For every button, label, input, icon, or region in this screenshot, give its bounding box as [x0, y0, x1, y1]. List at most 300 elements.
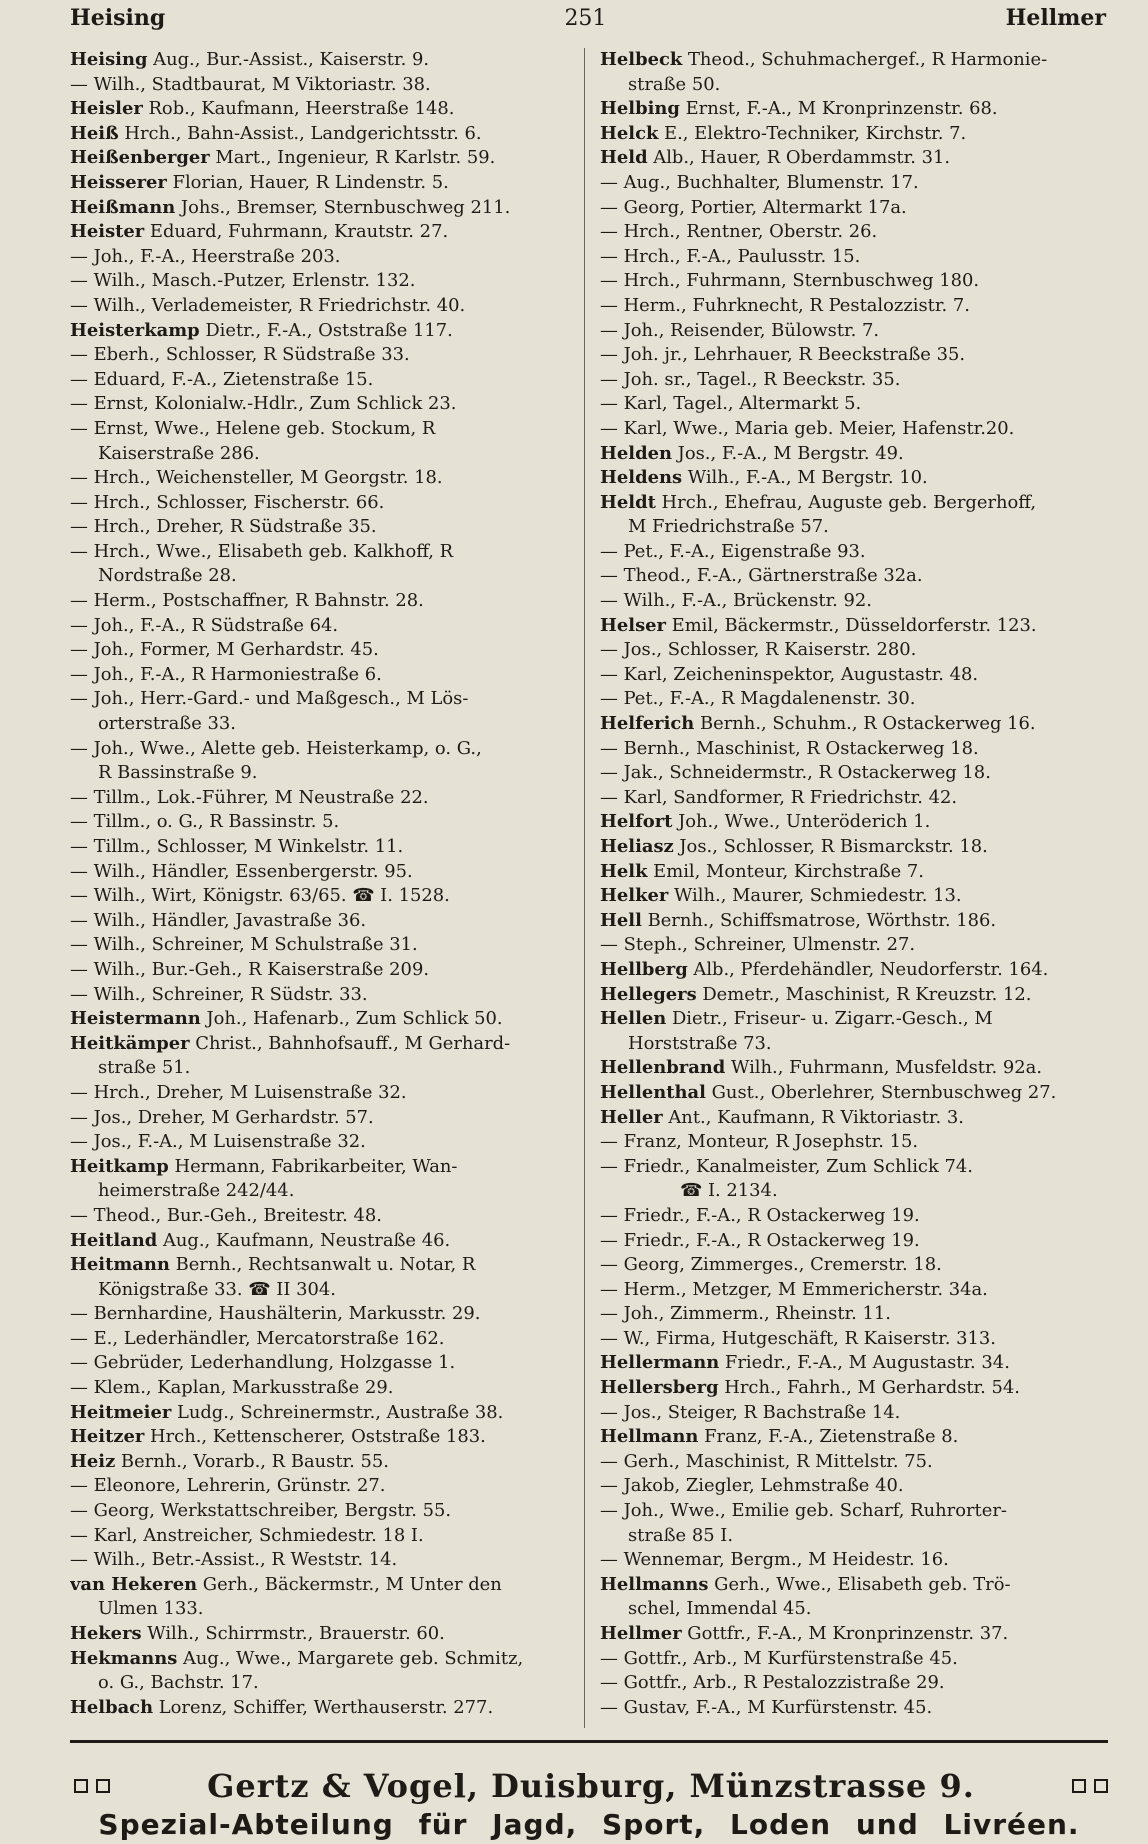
- ornament-right: [1072, 1779, 1108, 1793]
- entry-details: Alb., Pferdehändler, Neudorferstr. 164.: [687, 958, 1049, 980]
- directory-entry: [70, 269, 573, 294]
- entry-details: Königstraße 33. ☎ II 304.: [98, 1278, 336, 1300]
- entry-details: — Jos., Dreher, M Gerhardstr. 57.: [70, 1106, 374, 1128]
- directory-entry: [600, 1597, 1104, 1622]
- directory-entry: [600, 1179, 1104, 1204]
- entry-details: — Theod., F.-A., Gärtnerstraße 32a.: [600, 565, 923, 587]
- directory-entry: [70, 1671, 573, 1696]
- entry-details: — Ernst, Wwe., Helene geb. Stockum, R: [70, 417, 436, 439]
- directory-entry: [600, 835, 1104, 860]
- entry-details: Franz, F.-A., Zietenstraße 8.: [698, 1426, 959, 1448]
- directory-entry: [600, 1056, 1104, 1081]
- entry-details: — Joh., Reisender, Bülowstr. 7.: [600, 319, 880, 341]
- entry-surname: Heister: [70, 221, 145, 243]
- directory-entry: [70, 171, 573, 196]
- directory-entry: [600, 1155, 1104, 1180]
- entry-details: Lorenz, Schiffer, Werthauserstr. 277.: [153, 1696, 494, 1718]
- entry-details: — Franz, Monteur, R Josephstr. 15.: [600, 1131, 919, 1153]
- entry-details: Jos., F.-A., M Bergstr. 49.: [671, 442, 904, 464]
- entry-surname: Hellberg: [600, 958, 688, 980]
- entry-surname: Heisserer: [70, 171, 167, 193]
- entry-surname: Hellmer: [600, 1623, 682, 1644]
- entry-surname: Hellenthal: [600, 1081, 706, 1103]
- entry-details: — Hrch., Dreher, M Luisenstraße 32.: [70, 1081, 407, 1103]
- directory-entry: [600, 245, 1104, 270]
- entry-details: Johs., Bremser, Sternbuschweg 211.: [175, 196, 511, 218]
- directory-entry: [70, 245, 573, 270]
- entry-surname: Helden: [600, 442, 672, 464]
- entry-details: — Gebrüder, Lederhandlung, Holzgasse 1.: [70, 1352, 456, 1374]
- directory-entry: [600, 1278, 1104, 1303]
- entry-details: — Karl, Wwe., Maria geb. Meier, Hafenstr.20.: [600, 417, 1015, 439]
- directory-entry: [600, 1229, 1104, 1254]
- entry-surname: Heitmeier: [70, 1401, 172, 1423]
- directory-entry: [600, 1253, 1104, 1278]
- directory-entry: [600, 1696, 1104, 1721]
- directory-entry: [600, 1032, 1104, 1057]
- entry-details: — Friedr., F.-A., R Ostackerweg 19.: [600, 1229, 920, 1251]
- entry-details: — Joh., Zimmerm., Rheinstr. 11.: [600, 1303, 891, 1325]
- entry-details: Ant., Kaufmann, R Viktoriastr. 3.: [662, 1106, 964, 1128]
- directory-entry: [70, 1081, 573, 1106]
- entry-details: — Hrch., Rentner, Oberstr. 26.: [600, 221, 878, 243]
- entry-surname: Heitmann: [70, 1254, 170, 1276]
- directory-entry: [70, 196, 573, 221]
- entry-details: — Herm., Postschaffner, R Bahnstr. 28.: [70, 590, 424, 612]
- directory-entry: [600, 1450, 1104, 1475]
- entry-details: straße 85 I.: [628, 1524, 734, 1546]
- directory-entry: [600, 1081, 1104, 1106]
- entry-surname: Hellenbrand: [600, 1057, 726, 1079]
- directory-columns: [70, 48, 1104, 1730]
- directory-entry: [600, 540, 1104, 565]
- entry-surname: Helker: [600, 885, 669, 907]
- directory-entry: [70, 884, 573, 909]
- directory-entry: [600, 983, 1104, 1008]
- column-divider: [584, 48, 585, 1728]
- directory-entry: [70, 1179, 573, 1204]
- entry-surname: Heller: [600, 1106, 663, 1128]
- directory-entry: [70, 540, 573, 565]
- entry-surname: Helck: [600, 122, 659, 144]
- entry-surname: Hellen: [600, 1008, 667, 1030]
- entry-details: Aug., Kaufmann, Neustraße 46.: [157, 1229, 451, 1251]
- directory-entry: [600, 1622, 1104, 1647]
- entry-details: — Eleonore, Lehrerin, Grünstr. 27.: [70, 1475, 386, 1497]
- directory-entry: [70, 417, 573, 442]
- entry-details: — Klem., Kaplan, Markusstraße 29.: [70, 1377, 394, 1399]
- directory-entry: [600, 1106, 1104, 1131]
- directory-entry: [70, 1056, 573, 1081]
- directory-entry: [600, 761, 1104, 786]
- entry-details: — Wilh., Masch.-Putzer, Erlenstr. 132.: [70, 270, 416, 292]
- entry-details: — Pet., F.-A., R Magdalenenstr. 30.: [600, 688, 916, 710]
- entry-details: Bernh., Rechtsanwalt u. Notar, R: [169, 1254, 476, 1276]
- entry-details: — Karl, Sandformer, R Friedrichstr. 42.: [600, 786, 958, 808]
- directory-entry: [600, 269, 1104, 294]
- entry-details: — Joh. jr., Lehrhauer, R Beeckstraße 35.: [600, 344, 966, 366]
- entry-details: — Jos., Schlosser, R Kaiserstr. 280.: [600, 639, 917, 661]
- directory-entry: [600, 368, 1104, 393]
- entry-details: Gerh., Wwe., Elisabeth geb. Trö-: [708, 1573, 1011, 1595]
- entry-details: Hermann, Fabrikarbeiter, Wan-: [168, 1155, 458, 1177]
- entry-details: — Karl, Anstreicher, Schmiedestr. 18 I.: [70, 1524, 424, 1546]
- entry-details: Hrch., Bahn-Assist., Landgerichtsstr. 6.: [118, 122, 482, 144]
- entry-details: — Wilh., Stadtbaurat, M Viktoriastr. 38.: [70, 73, 431, 95]
- directory-entry: [70, 220, 573, 245]
- entry-details: Jos., Schlosser, R Bismarckstr. 18.: [673, 836, 988, 857]
- directory-entry: [70, 1376, 573, 1401]
- entry-details: Gerh., Bäckermstr., M Unter den: [197, 1573, 502, 1595]
- directory-entry: [70, 638, 573, 663]
- square-ornament-icon: [1094, 1779, 1108, 1793]
- directory-entry: [70, 1130, 573, 1155]
- entry-surname: Hellmanns: [600, 1573, 709, 1595]
- directory-entry: [70, 491, 573, 516]
- page-header: [70, 2, 1106, 34]
- entry-surname: Helbach: [70, 1696, 154, 1718]
- directory-entry: [600, 786, 1104, 811]
- directory-entry: [70, 687, 573, 712]
- advertisement-title: Gertz & Vogel, Duisburg, Münzstrasse 9.: [207, 1767, 975, 1805]
- directory-entry: [600, 1007, 1104, 1032]
- entry-details: Emil, Bäckermstr., Düsseldorferstr. 123.: [665, 614, 1037, 636]
- entry-details: — Eberh., Schlosser, R Südstraße 33.: [70, 344, 410, 366]
- directory-entry: [600, 1474, 1104, 1499]
- directory-entry: [70, 810, 573, 835]
- directory-entry: [600, 712, 1104, 737]
- directory-entry: [70, 146, 573, 171]
- directory-entry: [70, 860, 573, 885]
- directory-entry: [600, 1647, 1104, 1672]
- directory-entry: [70, 1425, 573, 1450]
- directory-entry: [70, 1229, 573, 1254]
- directory-entry: [600, 319, 1104, 344]
- entry-details: E., Elektro-Techniker, Kirchstr. 7.: [658, 122, 967, 144]
- directory-entry: [600, 466, 1104, 491]
- directory-entry: [600, 442, 1104, 467]
- square-ornament-icon: [96, 1779, 110, 1793]
- entry-details: Hrch., Ehefrau, Auguste geb. Bergerhoff,: [655, 491, 1037, 513]
- directory-entry: [70, 1007, 573, 1032]
- directory-entry: [70, 1499, 573, 1524]
- entry-details: Friedr., F.-A., M Augustastr. 34.: [719, 1352, 1010, 1374]
- entry-details: — Gerh., Maschinist, R Mittelstr. 75.: [600, 1450, 933, 1472]
- directory-entry: [70, 294, 573, 319]
- directory-entry: [600, 1524, 1104, 1549]
- directory-entry: [70, 737, 573, 762]
- directory-entry: [70, 515, 573, 540]
- entry-details: Hrch., Kettenscherer, Oststraße 183.: [144, 1426, 486, 1448]
- entry-surname: Hekmanns: [70, 1647, 178, 1669]
- entry-surname: Held: [600, 147, 648, 169]
- entry-surname: Hellegers: [600, 983, 697, 1005]
- entry-details: — Bernh., Maschinist, R Ostackerweg 18.: [600, 737, 979, 759]
- entry-details: — Steph., Schreiner, Ulmenstr. 27.: [600, 934, 916, 956]
- entry-details: — Wilh., Bur.-Geh., R Kaiserstraße 209.: [70, 958, 430, 980]
- directory-entry: [600, 1425, 1104, 1450]
- left-column: [70, 48, 573, 1720]
- entry-details: — Joh., Wwe., Emilie geb. Scharf, Ruhrorter-: [600, 1500, 1007, 1522]
- entry-details: Christ., Bahnhofsauff., M Gerhard-: [189, 1032, 511, 1054]
- entry-details: — Gottfr., Arb., R Pestalozzistraße 29.: [600, 1672, 945, 1694]
- directory-entry: [70, 442, 573, 467]
- entry-details: — Wilh., Händler, Javastraße 36.: [70, 909, 367, 931]
- directory-entry: [600, 1327, 1104, 1352]
- directory-entry: [70, 466, 573, 491]
- directory-entry: [600, 392, 1104, 417]
- entry-details: Joh., Hafenarb., Zum Schlick 50.: [200, 1008, 503, 1030]
- header-left-keyword: Heising: [70, 5, 166, 31]
- entry-details: Emil, Monteur, Kirchstraße 7.: [647, 860, 924, 882]
- entry-details: Mart., Ingenieur, R Karlstr. 59.: [209, 147, 496, 169]
- entry-surname: Heißmann: [70, 196, 176, 218]
- directory-entry: [600, 491, 1104, 516]
- entry-details: — Eduard, F.-A., Zietenstraße 15.: [70, 368, 374, 390]
- entry-details: — Herm., Fuhrknecht, R Pestalozzistr. 7.: [600, 294, 970, 316]
- directory-entry: [600, 1376, 1104, 1401]
- entry-surname: Helferich: [600, 713, 695, 735]
- entry-surname: Hell: [600, 909, 642, 931]
- directory-entry: [600, 687, 1104, 712]
- entry-surname: Helfort: [600, 811, 673, 833]
- directory-entry: [600, 884, 1104, 909]
- directory-entry: [600, 737, 1104, 762]
- entry-details: — Jakob, Ziegler, Lehmstraße 40.: [600, 1475, 904, 1497]
- entry-details: Kaiserstraße 286.: [98, 442, 260, 464]
- directory-entry: [70, 663, 573, 688]
- entry-details: — Pet., F.-A., Eigenstraße 93.: [600, 540, 866, 562]
- directory-entry: [600, 515, 1104, 540]
- entry-details: M Friedrichstraße 57.: [628, 516, 829, 538]
- entry-details: — Joh., F.-A., R Harmoniestraße 6.: [70, 663, 382, 685]
- entry-details: Horststraße 73.: [628, 1032, 772, 1054]
- entry-details: — Wilh., Schreiner, M Schulstraße 31.: [70, 934, 418, 956]
- directory-entry: [600, 1671, 1104, 1696]
- entry-details: — Hrch., Schlosser, Fischerstr. 66.: [70, 491, 385, 513]
- entry-details: — Bernhardine, Haushälterin, Markusstr. 29.: [70, 1303, 481, 1325]
- entry-details: — W., Firma, Hutgeschäft, R Kaiserstr. 313.: [600, 1327, 996, 1349]
- entry-details: — Friedr., F.-A., R Ostackerweg 19.: [600, 1204, 920, 1226]
- entry-details: — Gottfr., Arb., M Kurfürstenstraße 45.: [600, 1647, 958, 1669]
- entry-details: Aug., Wwe., Margarete geb. Schmitz,: [177, 1647, 524, 1669]
- directory-entry: [70, 786, 573, 811]
- entry-details: Joh., Wwe., Unteröderich 1.: [672, 811, 931, 833]
- entry-details: — Joh., Herr.-Gard.- und Maßgesch., M Lös-: [70, 688, 469, 710]
- directory-entry: [70, 1573, 573, 1598]
- directory-entry: [70, 1204, 573, 1229]
- entry-details: — Georg, Werkstattschreiber, Bergstr. 55.: [70, 1500, 452, 1522]
- entry-surname: Heising: [70, 49, 148, 70]
- entry-details: Ernst, F.-A., M Kronprinzenstr. 68.: [679, 98, 998, 120]
- entry-details: Florian, Hauer, R Lindenstr. 5.: [166, 171, 449, 193]
- entry-surname: Heitkämper: [70, 1032, 190, 1054]
- entry-details: — Joh., F.-A., Heerstraße 203.: [70, 245, 341, 267]
- directory-entry: [600, 663, 1104, 688]
- entry-details: Wilh., Fuhrmann, Musfeldstr. 92a.: [725, 1057, 1043, 1079]
- entry-surname: Helbing: [600, 98, 680, 120]
- entry-details: — Tillm., Lok.-Führer, M Neustraße 22.: [70, 786, 429, 808]
- directory-entry: [600, 196, 1104, 221]
- directory-entry: [70, 1524, 573, 1549]
- directory-entry: [600, 1499, 1104, 1524]
- entry-details: Bernh., Schiffsmatrose, Wörthstr. 186.: [641, 909, 997, 931]
- directory-entry: [600, 638, 1104, 663]
- entry-details: Ulmen 133.: [98, 1598, 204, 1620]
- entry-details: Wilh., Maurer, Schmiedestr. 13.: [668, 885, 962, 907]
- entry-details: — Jak., Schneidermstr., R Ostackerweg 18.: [600, 762, 991, 784]
- entry-surname: Heisterkamp: [70, 319, 200, 341]
- entry-details: R Bassinstraße 9.: [98, 762, 258, 784]
- entry-details: Hrch., Fahrh., M Gerhardstr. 54.: [718, 1377, 1020, 1399]
- entry-details: orterstraße 33.: [98, 713, 236, 735]
- entry-details: Wilh., Schirrmstr., Brauerstr. 60.: [141, 1623, 445, 1644]
- directory-entry: [600, 564, 1104, 589]
- directory-entry: [600, 294, 1104, 319]
- directory-entry: [600, 122, 1104, 147]
- directory-entry: [70, 1106, 573, 1131]
- directory-entry: [70, 319, 573, 344]
- entry-surname: Helser: [600, 614, 666, 636]
- entry-details: o. G., Bachstr. 17.: [98, 1672, 259, 1694]
- entry-details: — Georg, Portier, Altermarkt 17a.: [600, 196, 907, 218]
- directory-entry: [70, 1351, 573, 1376]
- right-column: [600, 48, 1104, 1720]
- entry-details: — Georg, Zimmerges., Cremerstr. 18.: [600, 1254, 942, 1276]
- directory-entry: [70, 1548, 573, 1573]
- entry-details: Ludg., Schreinermstr., Austraße 38.: [171, 1401, 504, 1423]
- entry-details: — Hrch., Wwe., Elisabeth geb. Kalkhoff, R: [70, 540, 454, 562]
- entry-surname: Heitland: [70, 1229, 158, 1251]
- directory-entry: [600, 860, 1104, 885]
- entry-surname: Hellermann: [600, 1352, 720, 1374]
- entry-details: — Theod., Bur.-Geh., Breitestr. 48.: [70, 1204, 382, 1226]
- directory-entry: [600, 73, 1104, 98]
- entry-surname: Heiß: [70, 122, 119, 144]
- entry-details: Dietr., Friseur- u. Zigarr.-Gesch., M: [666, 1008, 993, 1030]
- entry-details: straße 51.: [98, 1057, 191, 1079]
- directory-entry: [70, 73, 573, 98]
- advertisement-title-row: [74, 1766, 1108, 1806]
- entry-details: — Wilh., Händler, Essenbergerstr. 95.: [70, 860, 413, 882]
- entry-surname: Hellmann: [600, 1426, 699, 1448]
- directory-entry: [70, 835, 573, 860]
- square-ornament-icon: [74, 1779, 88, 1793]
- entry-details: — Joh. sr., Tagel., R Beeckstr. 35.: [600, 368, 901, 390]
- entry-details: — Wennemar, Bergm., M Heidestr. 16.: [600, 1549, 949, 1571]
- entry-details: Aug., Bur.-Assist., Kaiserstr. 9.: [147, 49, 430, 70]
- entry-surname: Heitzer: [70, 1426, 145, 1448]
- directory-entry: [70, 1474, 573, 1499]
- directory-entry: [70, 958, 573, 983]
- directory-entry: [600, 1548, 1104, 1573]
- directory-entry: [70, 122, 573, 147]
- directory-entry: [70, 1401, 573, 1426]
- entry-surname: Heitkamp: [70, 1155, 169, 1177]
- entry-details: — Gustav, F.-A., M Kurfürstenstr. 45.: [600, 1696, 933, 1718]
- directory-entry: [600, 810, 1104, 835]
- directory-entry: [70, 48, 573, 73]
- entry-details: — Wilh., F.-A., Brückenstr. 92.: [600, 590, 872, 612]
- directory-entry: [600, 97, 1104, 122]
- entry-details: — Ernst, Kolonialw.-Hdlr., Zum Schlick 23.: [70, 393, 457, 415]
- entry-surname: Heldt: [600, 491, 656, 513]
- directory-entry: [600, 343, 1104, 368]
- directory-entry: [600, 614, 1104, 639]
- advertisement-subtitle: Spezial-Abteilung für Jagd, Sport, Loden und Livréen.: [98, 1808, 1080, 1841]
- entry-surname: Heldens: [600, 467, 683, 489]
- directory-entry: [70, 1032, 573, 1057]
- directory-entry: [70, 1278, 573, 1303]
- entry-details: Dietr., F.-A., Oststraße 117.: [199, 319, 453, 341]
- entry-surname: Hellersberg: [600, 1377, 719, 1399]
- directory-entry: [600, 220, 1104, 245]
- page-number: 251: [564, 5, 607, 31]
- directory-entry: [600, 1351, 1104, 1376]
- entry-details: — Aug., Buchhalter, Blumenstr. 17.: [600, 171, 919, 193]
- directory-entry: [70, 1155, 573, 1180]
- directory-entry: [600, 1204, 1104, 1229]
- entry-details: — Karl, Zeicheninspektor, Augustastr. 48.: [600, 663, 979, 685]
- entry-surname: Heisler: [70, 98, 143, 120]
- entry-details: — Hrch., Weichensteller, M Georgstr. 18.: [70, 467, 443, 489]
- directory-entry: [600, 958, 1104, 983]
- directory-entry: [600, 417, 1104, 442]
- directory-entry: [70, 97, 573, 122]
- directory-entry: [600, 933, 1104, 958]
- entry-surname: Helk: [600, 860, 648, 882]
- directory-entry: [70, 712, 573, 737]
- directory-entry: [70, 1696, 573, 1721]
- entry-details: — Friedr., Kanalmeister, Zum Schlick 74.: [600, 1155, 973, 1177]
- directory-entry: [70, 1597, 573, 1622]
- entry-details: — Joh., Wwe., Alette geb. Heisterkamp, o. G.,: [70, 737, 482, 759]
- entry-surname: Helbeck: [600, 49, 683, 70]
- directory-entry: [70, 343, 573, 368]
- entry-details: ☎ I. 2134.: [680, 1180, 778, 1202]
- ornament-left: [74, 1779, 110, 1793]
- directory-entry: [600, 146, 1104, 171]
- entry-surname: Heistermann: [70, 1008, 201, 1030]
- entry-details: — Hrch., F.-A., Paulusstr. 15.: [600, 245, 861, 267]
- entry-details: Theod., Schuhmachergef., R Harmonie-: [682, 49, 1048, 70]
- entry-details: — Tillm., Schlosser, M Winkelstr. 11.: [70, 836, 404, 857]
- entry-details: — Karl, Tagel., Altermarkt 5.: [600, 393, 862, 415]
- entry-details: Wilh., F.-A., M Bergstr. 10.: [682, 467, 928, 489]
- ad-top-rule: [70, 1740, 1108, 1743]
- directory-entry: [70, 392, 573, 417]
- directory-entry: [70, 761, 573, 786]
- entry-details: — Joh., F.-A., R Südstraße 64.: [70, 614, 339, 636]
- entry-details: Alb., Hauer, R Oberdammstr. 31.: [647, 147, 951, 169]
- entry-surname: Hekers: [70, 1623, 142, 1644]
- directory-entry: [600, 1573, 1104, 1598]
- directory-entry: [600, 1401, 1104, 1426]
- directory-entry: [70, 933, 573, 958]
- entry-details: Bernh., Vorarb., R Baustr. 55.: [115, 1450, 389, 1472]
- directory-entry: [600, 48, 1104, 73]
- entry-surname: Heiz: [70, 1450, 116, 1472]
- entry-details: schel, Immendal 45.: [628, 1598, 812, 1620]
- directory-entry: [600, 1130, 1104, 1155]
- entry-details: — Wilh., Betr.-Assist., R Weststr. 14.: [70, 1549, 398, 1571]
- directory-entry: [70, 1450, 573, 1475]
- directory-entry: [600, 1302, 1104, 1327]
- entry-details: Gottfr., F.-A., M Kronprinzenstr. 37.: [681, 1623, 1009, 1644]
- directory-entry: [70, 368, 573, 393]
- directory-entry: [70, 1302, 573, 1327]
- directory-entry: [70, 589, 573, 614]
